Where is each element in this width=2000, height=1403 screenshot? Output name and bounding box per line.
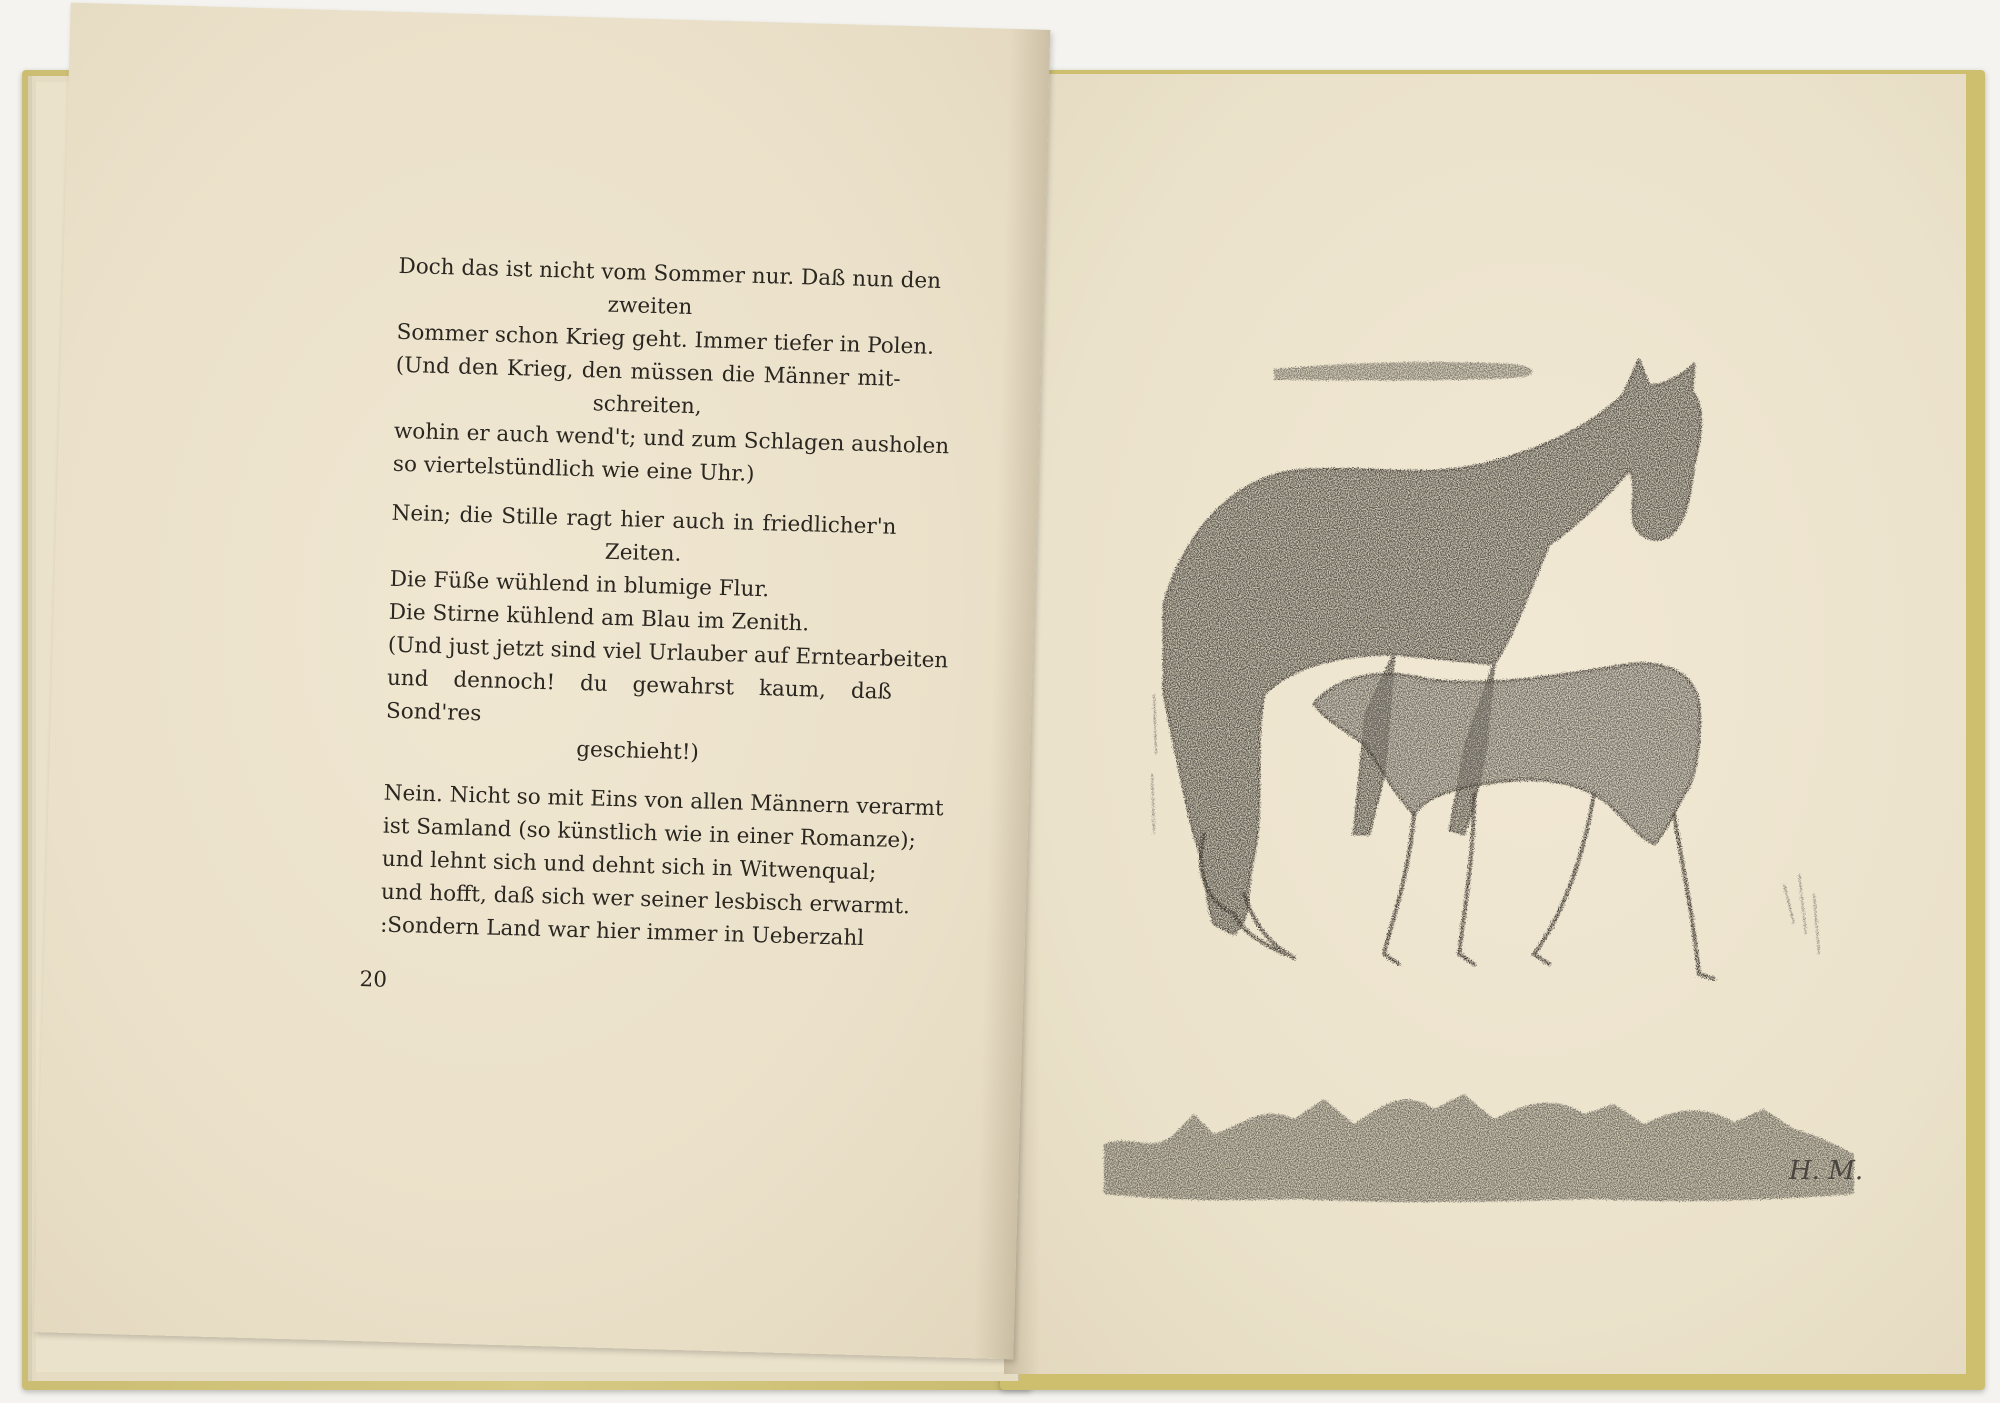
poem-line: Doch das ist nicht vom Sommer nur. Daß nun den xyxy=(398,253,942,294)
poem-line: wohin er auch wend't; und zum Schlagen ausholen xyxy=(393,418,950,460)
stanza xyxy=(385,497,949,775)
horse-and-foal-illustration xyxy=(1094,274,1874,1254)
poem-line: (Und just jetzt sind viel Urlauber auf Erntearbeiten xyxy=(387,632,949,674)
artist-signature: H. M. xyxy=(1789,1156,1864,1186)
poem-line: Sommer schon Krieg geht. Immer tiefer in Polen. xyxy=(396,319,935,360)
poem-line: und dennoch! du gewahrst kaum, daß Sond'res xyxy=(385,665,893,727)
poem-line: Nein. Nicht so mit Eins von allen Männern verarmt xyxy=(383,780,944,822)
top-crayon-smudge xyxy=(1274,362,1533,381)
stanza xyxy=(379,777,944,956)
poem-line: Nein; die Stille ragt hier auch in friedlicher'n xyxy=(391,500,897,540)
poem-line: Die Füße wühlend in blumige Flur. xyxy=(389,566,770,603)
mare xyxy=(1164,360,1701,934)
poem-line-continuation: Zeiten. xyxy=(604,539,682,567)
page-number: 20 xyxy=(359,967,388,993)
poem-line: und hofft, daß sich wer seiner lesbisch erwarmt. xyxy=(380,879,911,920)
poem-line: Die Stirne kühlend am Blau im Zenith. xyxy=(388,599,810,637)
poem-text xyxy=(379,250,950,972)
left-page xyxy=(34,3,1051,1360)
poem-line-continuation: schreiten, xyxy=(592,391,702,420)
poem-line: (Und den Krieg, den müssen die Männer mit- xyxy=(395,352,901,392)
bottom-landscape-band xyxy=(1104,1094,1854,1202)
poem-line-continuation: zweiten xyxy=(607,292,693,321)
poem-line: :Sondern Land war hier immer in Ueberzahl xyxy=(379,912,865,952)
stanza xyxy=(392,250,950,495)
right-page xyxy=(1004,74,1966,1374)
poem-line: ist Samland (so künstlich wie in einer Romanze); xyxy=(382,813,917,854)
poem-line: so viertelstündlich wie eine Uhr.) xyxy=(392,451,755,487)
poem-line-continuation: geschieht!) xyxy=(575,736,700,766)
poem-line: und lehnt sich und dehnt sich in Witwenqual; xyxy=(381,846,877,886)
